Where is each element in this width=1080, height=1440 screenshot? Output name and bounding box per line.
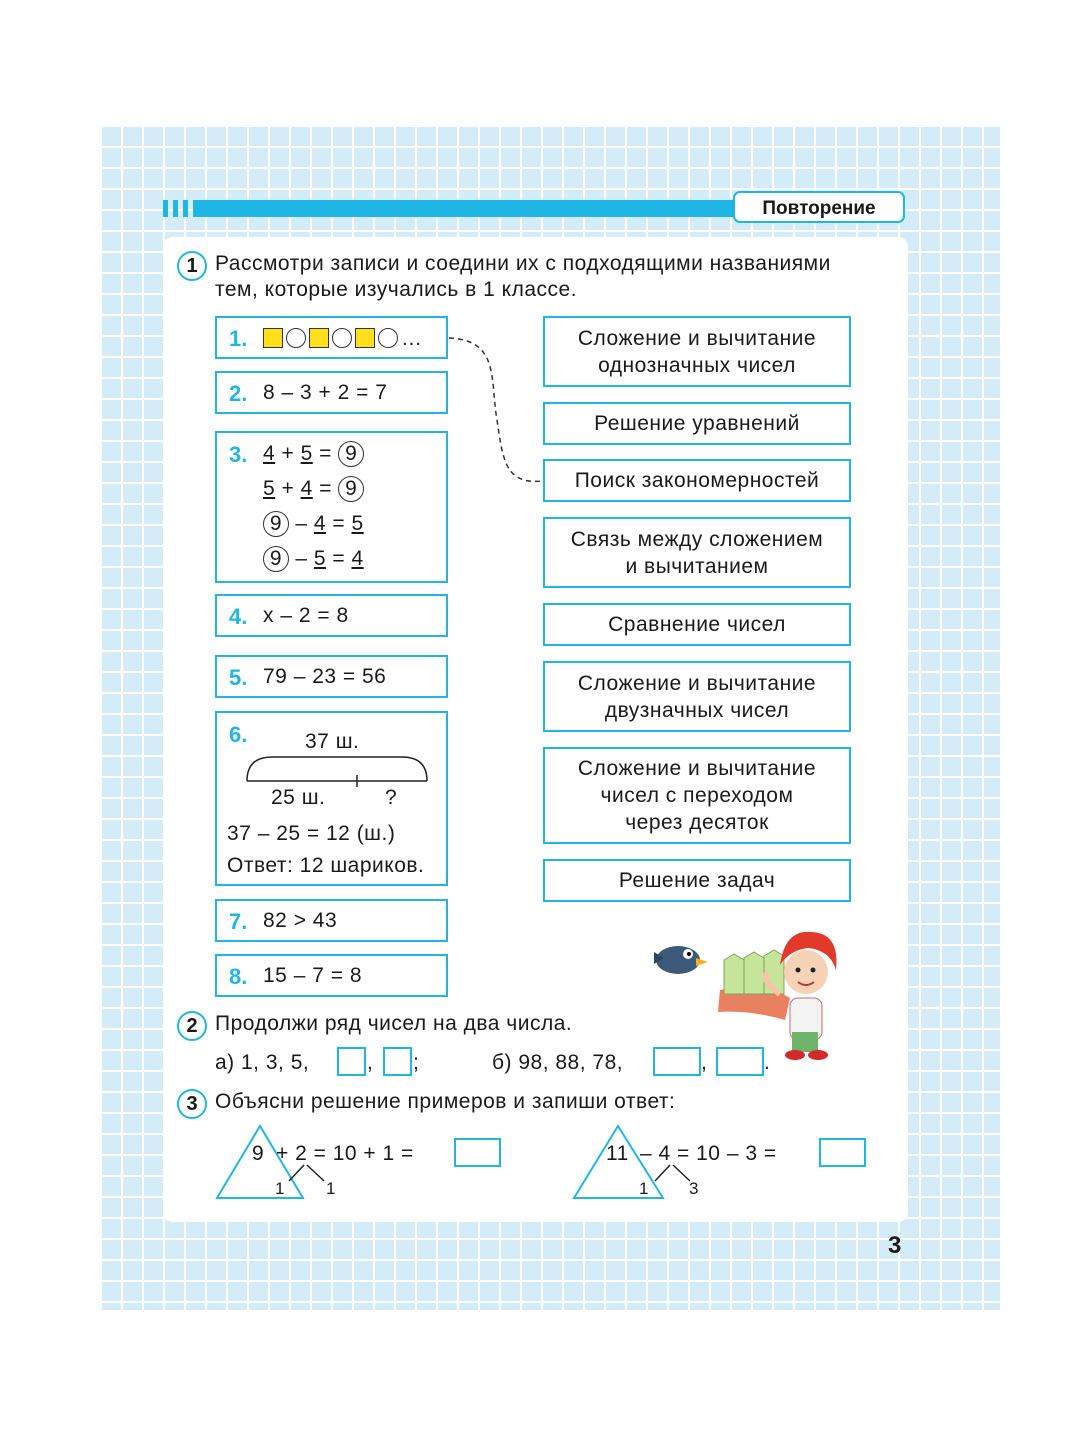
left-item-number: 2. (229, 381, 248, 406)
ex1-answer-box[interactable] (454, 1138, 501, 1167)
total-label: 37 ш. (305, 730, 360, 753)
ex2-answer-box[interactable] (819, 1138, 866, 1167)
equation-row: 4 + 5 = 9 (263, 441, 364, 467)
ex1-first-term: 9 (252, 1142, 265, 1165)
left-item-number: 6. (229, 722, 248, 747)
semicolon: ; (413, 1051, 420, 1074)
ex2-first-term: 11 (606, 1142, 629, 1165)
part-label: 25 ш. (271, 786, 326, 809)
task1-text-line1: Рассмотри записи и соедини их с подходящими названиями (215, 252, 831, 275)
ex1-split-left: 1 (275, 1179, 285, 1198)
task-number-1: 1 (177, 251, 207, 281)
task3-text: Объясни решение примеров и запиши ответ: (215, 1090, 676, 1113)
unknown-label: ? (385, 786, 398, 809)
left-item-number: 5. (229, 665, 248, 690)
period: . (764, 1051, 771, 1074)
topic-comparison[interactable]: Сравнение чисел (543, 603, 851, 646)
ex1-expression: + 2 = 10 + 1 = (276, 1142, 414, 1165)
topic-add-sub-relation[interactable]: Связь между сложением и вычитанием (543, 517, 851, 588)
expression: 82 > 43 (263, 909, 338, 932)
answer: Ответ: 12 шариков. (227, 854, 425, 877)
series-b-label: б) 98, 88, 78, (492, 1051, 624, 1074)
ex2-expression: – 4 = 10 – 3 = (640, 1142, 777, 1165)
task2-text: Продолжи ряд чисел на два числа. (215, 1012, 573, 1035)
topic-word-problems[interactable]: Решение задач (543, 859, 851, 902)
left-item-number: 4. (229, 604, 248, 629)
task-number-3: 3 (177, 1089, 207, 1119)
ellipsis: … (401, 327, 423, 350)
task1-text-line2: тем, которые изучались в 1 классе. (215, 278, 578, 301)
ex1-split-right: 1 (326, 1179, 336, 1198)
expression: x – 2 = 8 (263, 604, 349, 627)
left-item-number: 3. (229, 442, 248, 467)
left-item-number: 1. (229, 326, 248, 351)
series-a-label: а) 1, 3, 5, (215, 1051, 310, 1074)
comma: , (701, 1051, 708, 1074)
left-item-number: 7. (229, 909, 248, 934)
section-title: Повторение (733, 191, 905, 223)
solution: 37 – 25 = 12 (ш.) (227, 822, 396, 845)
ex2-split-left: 1 (639, 1179, 649, 1198)
equation-row: 5 + 4 = 9 (263, 476, 364, 502)
task-number-2: 2 (177, 1011, 207, 1041)
comma: , (367, 1051, 374, 1074)
left-item-number: 8. (229, 964, 248, 989)
expression: 15 – 7 = 8 (263, 964, 362, 987)
expression: 79 – 23 = 56 (263, 665, 387, 688)
topic-carry-over[interactable]: Сложение и вычитание чисел с переходом через десяток (543, 747, 851, 844)
equation-row: 9 – 4 = 5 (263, 511, 364, 537)
equation-row: 9 – 5 = 4 (263, 546, 364, 572)
page-number: 3 (888, 1232, 902, 1259)
ex2-split-right: 3 (689, 1179, 699, 1198)
expression: 8 – 3 + 2 = 7 (263, 381, 388, 404)
topic-two-digit[interactable]: Сложение и вычитание двузначных чисел (543, 661, 851, 732)
topic-patterns[interactable]: Поиск закономерностей (543, 459, 851, 502)
topic-equations[interactable]: Решение уравнений (543, 402, 851, 445)
topic-single-digit[interactable]: Сложение и вычитание однозначных чисел (543, 316, 851, 387)
